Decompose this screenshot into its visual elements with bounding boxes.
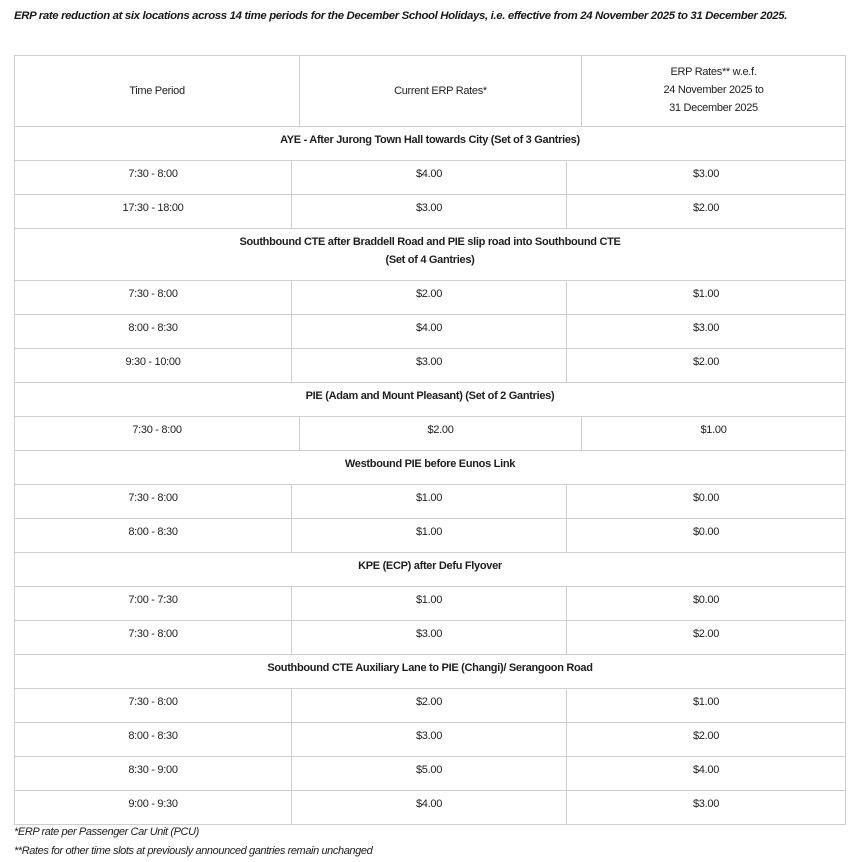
current-rate-cell: $4.00 <box>291 315 566 348</box>
current-rate-cell: $5.00 <box>291 757 566 790</box>
time-cell: 9:00 - 9:30 <box>128 798 178 810</box>
table-row <box>15 790 845 824</box>
new-rate-cell: $0.00 <box>566 519 845 552</box>
header-new-rates <box>581 56 845 126</box>
intro-caption: ERP rate reduction at six locations across 14 time periods for the December School Holidays, i.e. effective from 24 November 2025 to 31 December 2025. <box>14 10 788 22</box>
new-rate-cell: $0.00 <box>566 587 845 620</box>
time-cell: 8:30 - 9:00 <box>128 764 178 776</box>
new-rate-cell: $2.00 <box>566 349 845 382</box>
current-rate-cell: $3.00 <box>291 723 566 756</box>
section-header-kpe <box>15 552 845 586</box>
footnote-unchanged: **Rates for other time slots at previously announced gantries remain unchanged <box>14 845 373 857</box>
new-rate-cell: $2.00 <box>566 195 845 228</box>
current-rate-cell: $4.00 <box>291 161 566 194</box>
table-row <box>15 688 845 722</box>
section-title: Westbound PIE before Eunos Link <box>344 458 516 470</box>
new-rate-cell: $3.00 <box>566 315 845 348</box>
new-rate-cell: $3.00 <box>566 161 845 194</box>
current-rate-cell: $2.00 <box>299 417 581 450</box>
footnote-pcu: *ERP rate per Passenger Car Unit (PCU) <box>14 826 199 838</box>
new-rate-cell: $2.00 <box>566 723 845 756</box>
current-rate-cell: $2.00 <box>291 281 566 314</box>
header-time-period: Time Period <box>129 85 185 97</box>
table-row <box>15 314 845 348</box>
time-cell: 7:30 - 8:00 <box>128 628 178 640</box>
new-rate-cell: $0.00 <box>566 485 845 518</box>
table-row <box>15 484 845 518</box>
current-rate-cell: $1.00 <box>291 485 566 518</box>
time-cell: 7:30 - 8:00 <box>132 424 182 436</box>
section-title: AYE - After Jurong Town Hall towards City (Set of 3 Gantries) <box>280 134 580 146</box>
time-cell: 17:30 - 18:00 <box>122 202 184 214</box>
header-new-rates-line3: 31 December 2025 <box>669 102 758 114</box>
section-header-aye <box>15 126 845 160</box>
table-row <box>15 620 845 654</box>
new-rate-cell: $4.00 <box>566 757 845 790</box>
new-rate-cell: $2.00 <box>566 621 845 654</box>
new-rate-cell: $1.00 <box>581 417 845 450</box>
new-rate-cell: $3.00 <box>566 791 845 824</box>
table-row <box>15 722 845 756</box>
time-cell: 7:30 - 8:00 <box>128 492 178 504</box>
current-rate-cell: $3.00 <box>291 349 566 382</box>
section-title: Southbound CTE Auxiliary Lane to PIE (Changi)/ Serangoon Road <box>267 662 593 674</box>
table-row <box>15 280 845 314</box>
table-row <box>15 194 845 228</box>
time-cell: 8:00 - 8:30 <box>128 526 178 538</box>
time-cell: 7:30 - 8:00 <box>128 288 178 300</box>
header-new-rates-line2: 24 November 2025 to <box>663 84 764 96</box>
table-row <box>15 518 845 552</box>
current-rate-cell: $4.00 <box>291 791 566 824</box>
table-row <box>15 756 845 790</box>
current-rate-cell: $1.00 <box>291 587 566 620</box>
current-rate-cell: $2.00 <box>291 689 566 722</box>
new-rate-cell: $1.00 <box>566 689 845 722</box>
time-cell: 7:00 - 7:30 <box>128 594 178 606</box>
section-title: PIE (Adam and Mount Pleasant) (Set of 2 Gantries) <box>305 390 555 402</box>
header-current-rates: Current ERP Rates* <box>299 56 581 126</box>
table-row <box>15 416 845 450</box>
section-title-line2: (Set of 4 Gantries) <box>385 254 475 266</box>
table-row <box>15 348 845 382</box>
erp-rates-table <box>14 55 846 825</box>
new-rate-cell: $1.00 <box>566 281 845 314</box>
section-title <box>15 233 845 269</box>
section-header-cte-braddell <box>15 228 845 280</box>
time-cell: 9:30 - 10:00 <box>125 356 181 368</box>
time-cell: 8:00 - 8:30 <box>128 730 178 742</box>
table-header-row <box>15 56 845 126</box>
header-new-rates-line1: ERP Rates** w.e.f. <box>670 66 757 78</box>
table-row <box>15 160 845 194</box>
section-title: KPE (ECP) after Defu Flyover <box>358 560 502 572</box>
current-rate-cell: $3.00 <box>291 195 566 228</box>
current-rate-cell: $3.00 <box>291 621 566 654</box>
section-header-pie-eunos <box>15 450 845 484</box>
time-cell: 8:00 - 8:30 <box>128 322 178 334</box>
section-header-pie-adam <box>15 382 845 416</box>
time-cell: 7:30 - 8:00 <box>128 168 178 180</box>
table-row <box>15 586 845 620</box>
section-title-line1: Southbound CTE after Braddell Road and PIE slip road into Southbound CTE <box>239 236 621 248</box>
time-cell: 7:30 - 8:00 <box>128 696 178 708</box>
current-rate-cell: $1.00 <box>291 519 566 552</box>
section-header-cte-auxiliary <box>15 654 845 688</box>
